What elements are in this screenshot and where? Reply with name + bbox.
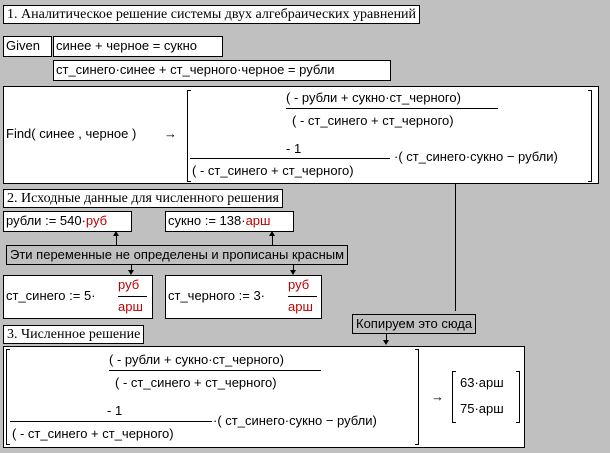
numeric-row2-denominator: ( - ст_синего + ст_черного) bbox=[12, 426, 174, 441]
arrow-to-arsh bbox=[269, 231, 275, 236]
st-chernogo-name: ст_черного bbox=[168, 288, 236, 303]
numeric-row1-fraction-bar bbox=[109, 370, 321, 371]
rubli-unit: руб bbox=[85, 213, 108, 228]
matrix-right-bracket bbox=[588, 90, 592, 182]
sukno-assign: := 138· bbox=[204, 213, 246, 228]
find-row2-tail: ·( ст_синего·сукно − рубли) bbox=[394, 149, 558, 164]
copy-connector-line bbox=[455, 183, 456, 311]
st-sinego-unit-num: руб bbox=[118, 277, 140, 292]
arrow-to-rub bbox=[113, 231, 119, 236]
st-chernogo-unit-num: руб bbox=[288, 277, 310, 292]
find-row2-denominator: ( - ст_синего + ст_черного) bbox=[192, 163, 354, 178]
rubli-definition[interactable] bbox=[3, 211, 132, 232]
find-row1-numerator: ( - рубли + сукно·ст_черного) bbox=[286, 90, 461, 105]
equation-1-text: синее + черное = сукно bbox=[56, 38, 198, 53]
find-row1-fraction-bar bbox=[286, 108, 498, 109]
sukno-name: сукно bbox=[168, 213, 202, 228]
numeric-row1-denominator: ( - ст_синего + ст_черного) bbox=[115, 375, 277, 390]
sukno-unit: арш bbox=[245, 213, 271, 228]
note-copy-here: Копируем это сюда bbox=[352, 314, 476, 334]
section1-heading: 1. Аналитическое решение системы двух алгебраических уравнений bbox=[3, 5, 420, 24]
result-left-bracket bbox=[452, 371, 456, 423]
rubli-assign: := 540· bbox=[45, 213, 86, 228]
arrow-copy-down bbox=[383, 340, 389, 345]
find-row2-fraction-bar bbox=[190, 158, 390, 159]
result-chernoe: 75·арш bbox=[460, 401, 504, 416]
st-sinego-unit-bar bbox=[118, 296, 147, 297]
numeric-solution-region[interactable] bbox=[3, 346, 525, 448]
find-arrow: → bbox=[164, 126, 177, 141]
equation-2[interactable] bbox=[53, 60, 391, 81]
find-row1-denominator: ( - ст_синего + ст_черного) bbox=[292, 113, 454, 128]
st-sinego-assign: := 5· bbox=[69, 288, 96, 303]
find-call: Find( синее , черное ) bbox=[6, 126, 137, 141]
section2-heading: 2. Исходные данные для численного решения bbox=[3, 189, 283, 208]
st-sinego-name: ст_синего bbox=[6, 288, 66, 303]
numeric-row1-numerator: ( - рубли + сукно·ст_черного) bbox=[109, 352, 284, 367]
equation-1[interactable] bbox=[53, 36, 223, 57]
st-sinego-definition[interactable] bbox=[3, 275, 153, 319]
numeric-arrow: → bbox=[431, 389, 444, 404]
numeric-row2-numerator: - 1 bbox=[107, 403, 123, 418]
rubli-name: рубли bbox=[6, 213, 42, 228]
sukno-definition[interactable] bbox=[165, 211, 294, 232]
given-keyword-box[interactable] bbox=[3, 36, 52, 57]
find-result-region[interactable] bbox=[3, 86, 599, 184]
st-sinego-unit-den: арш bbox=[118, 299, 143, 314]
numeric-right-bracket bbox=[415, 349, 419, 445]
matrix-left-bracket bbox=[187, 90, 191, 182]
numeric-left-bracket bbox=[6, 349, 10, 445]
result-sinee: 63·арш bbox=[460, 375, 504, 390]
numeric-row2-fraction-bar bbox=[10, 421, 212, 422]
st-chernogo-assign: := 3· bbox=[238, 288, 266, 303]
st-chernogo-definition[interactable] bbox=[165, 275, 322, 319]
result-right-bracket bbox=[516, 371, 520, 423]
find-row2-numerator: - 1 bbox=[286, 141, 302, 156]
numeric-row2-tail: ·( ст_синего·сукно − рубли) bbox=[213, 413, 377, 428]
given-label: Given bbox=[6, 38, 40, 53]
section3-heading: 3. Численное решение bbox=[3, 325, 144, 344]
st-chernogo-unit-den: арш bbox=[288, 299, 313, 314]
equation-2-text: ст_синего·синее + ст_черного·черное = рубли bbox=[56, 62, 335, 77]
note-red-variables: Эти переменные не определены и прописаны красным bbox=[6, 245, 348, 265]
st-chernogo-unit-bar bbox=[288, 296, 317, 297]
